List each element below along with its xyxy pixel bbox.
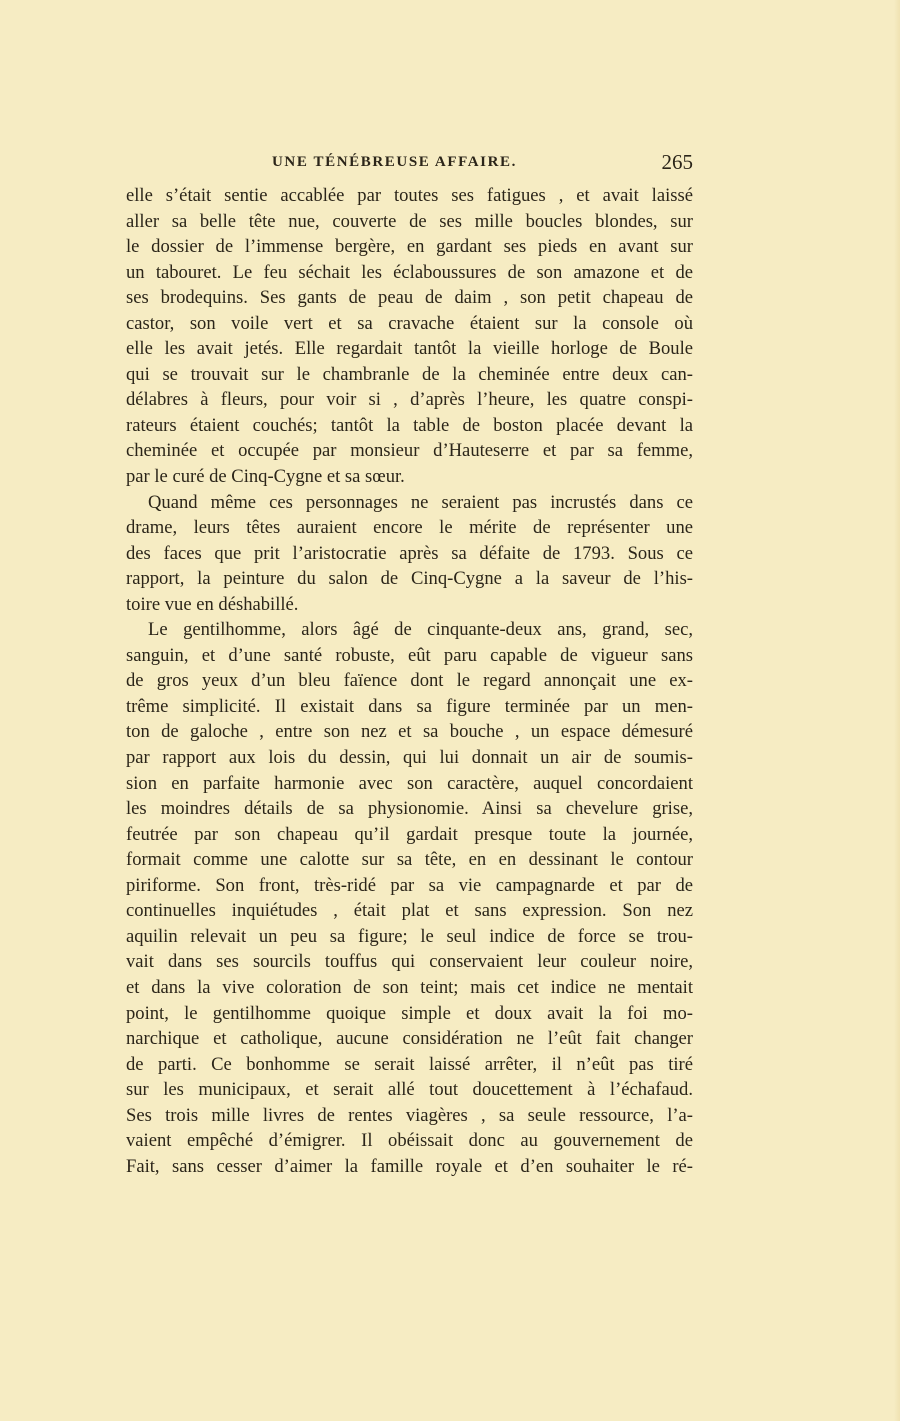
running-header bbox=[126, 150, 693, 176]
text-line: délabres à fleurs, pour voir si , d’après l’heure, les quatre conspi- bbox=[126, 389, 693, 411]
text-line: par le curé de Cinq-Cygne et sa sœur. bbox=[126, 466, 405, 488]
text-line: des faces que prit l’aristocratie après sa défaite de 1793. Sous ce bbox=[126, 542, 693, 564]
text-line: le dossier de l’immense bergère, en gardant ses pieds en avant sur bbox=[126, 236, 693, 258]
running-title: UNE TÉNÉBREUSE AFFAIRE. bbox=[271, 154, 518, 170]
text-line: continuelles inquiétudes , était plat et sans expression. Son nez bbox=[126, 900, 693, 922]
text-line: par rapport aux lois du dessin, qui lui donnait un air de soumis- bbox=[126, 747, 693, 769]
text-line: rateurs étaient couchés; tantôt la table de boston placée devant la bbox=[126, 414, 693, 436]
text-line: sanguin, et d’une santé robuste, eût paru capable de vigueur sans bbox=[126, 644, 693, 666]
text-line: vaient empêché d’émigrer. Il obéissait donc au gouvernement de bbox=[126, 1130, 693, 1152]
text-line: narchique et catholique, aucune considération ne l’eût fait changer bbox=[126, 1028, 693, 1050]
text-line: formait comme une calotte sur sa tête, en en dessinant le contour bbox=[126, 849, 693, 871]
text-line: de gros yeux d’un bleu faïence dont le regard annonçait une ex- bbox=[126, 670, 693, 692]
text-line: castor, son voile vert et sa cravache étaient sur la console où bbox=[126, 312, 693, 334]
text-line: drame, leurs têtes auraient encore le mérite de représenter une bbox=[126, 517, 693, 539]
text-line: et dans la vive coloration de son teint; mais cet indice ne mentait bbox=[126, 976, 693, 998]
text-line: cheminée et occupée par monsieur d’Hauteserre et par sa femme, bbox=[126, 440, 693, 462]
text-line: feutrée par son chapeau qu’il gardait presque toute la journée, bbox=[126, 823, 693, 845]
text-line: aquilin relevait un peu sa figure; le seul indice de force se trou- bbox=[126, 925, 693, 947]
text-line: Le gentilhomme, alors âgé de cinquante-deux ans, grand, sec, bbox=[148, 619, 693, 641]
text-line: elle les avait jetés. Elle regardait tantôt la vieille horloge de Boule bbox=[126, 338, 693, 360]
text-line: Fait, sans cesser d’aimer la famille royale et d’en souhaiter le ré- bbox=[126, 1155, 693, 1177]
text-line: un tabouret. Le feu séchait les éclaboussures de son amazone et de bbox=[126, 261, 693, 283]
paragraph bbox=[126, 617, 693, 1179]
text-line: vait dans ses sourcils touffus qui conservaient leur couleur noire, bbox=[126, 951, 693, 973]
text-line: trême simplicité. Il existait dans sa figure terminée par un men- bbox=[126, 695, 693, 717]
text-line: sion en parfaite harmonie avec son caractère, auquel concordaient bbox=[126, 772, 693, 794]
text-line: rapport, la peinture du salon de Cinq-Cygne a la saveur de l’his- bbox=[126, 568, 693, 590]
text-line: ses brodequins. Ses gants de peau de daim , son petit chapeau de bbox=[126, 287, 693, 309]
text-line: ton de galoche , entre son nez et sa bouche , un espace démesuré bbox=[126, 721, 693, 743]
page-number: 265 bbox=[661, 150, 693, 174]
paragraph bbox=[126, 490, 693, 618]
text-line: piriforme. Son front, très-ridé par sa vie campagnarde et par de bbox=[126, 874, 693, 896]
page-edge bbox=[894, 0, 900, 1421]
text-line: Quand même ces personnages ne seraient pas incrustés dans ce bbox=[148, 491, 693, 513]
text-line: aller sa belle tête nue, couverte de ses mille boucles blondes, sur bbox=[126, 210, 693, 232]
body-text bbox=[126, 183, 693, 1179]
text-line: les moindres détails de sa physionomie. Ainsi sa chevelure grise, bbox=[126, 798, 693, 820]
text-line: point, le gentilhomme quoique simple et doux avait la foi mo- bbox=[126, 1002, 693, 1024]
text-line: elle s’était sentie accablée par toutes ses fatigues , et avait laissé bbox=[126, 185, 693, 206]
paragraph bbox=[126, 183, 693, 490]
text-line: Ses trois mille livres de rentes viagères , sa seule ressource, l’a- bbox=[126, 1104, 693, 1126]
text-line: toire vue en déshabillé. bbox=[126, 593, 299, 615]
text-line: de parti. Ce bonhomme se serait laissé arrêter, il n’eût pas tiré bbox=[126, 1053, 693, 1075]
text-line: sur les municipaux, et serait allé tout doucettement à l’échafaud. bbox=[126, 1079, 693, 1101]
text-line: qui se trouvait sur le chambranle de la cheminée entre deux can- bbox=[126, 363, 693, 385]
